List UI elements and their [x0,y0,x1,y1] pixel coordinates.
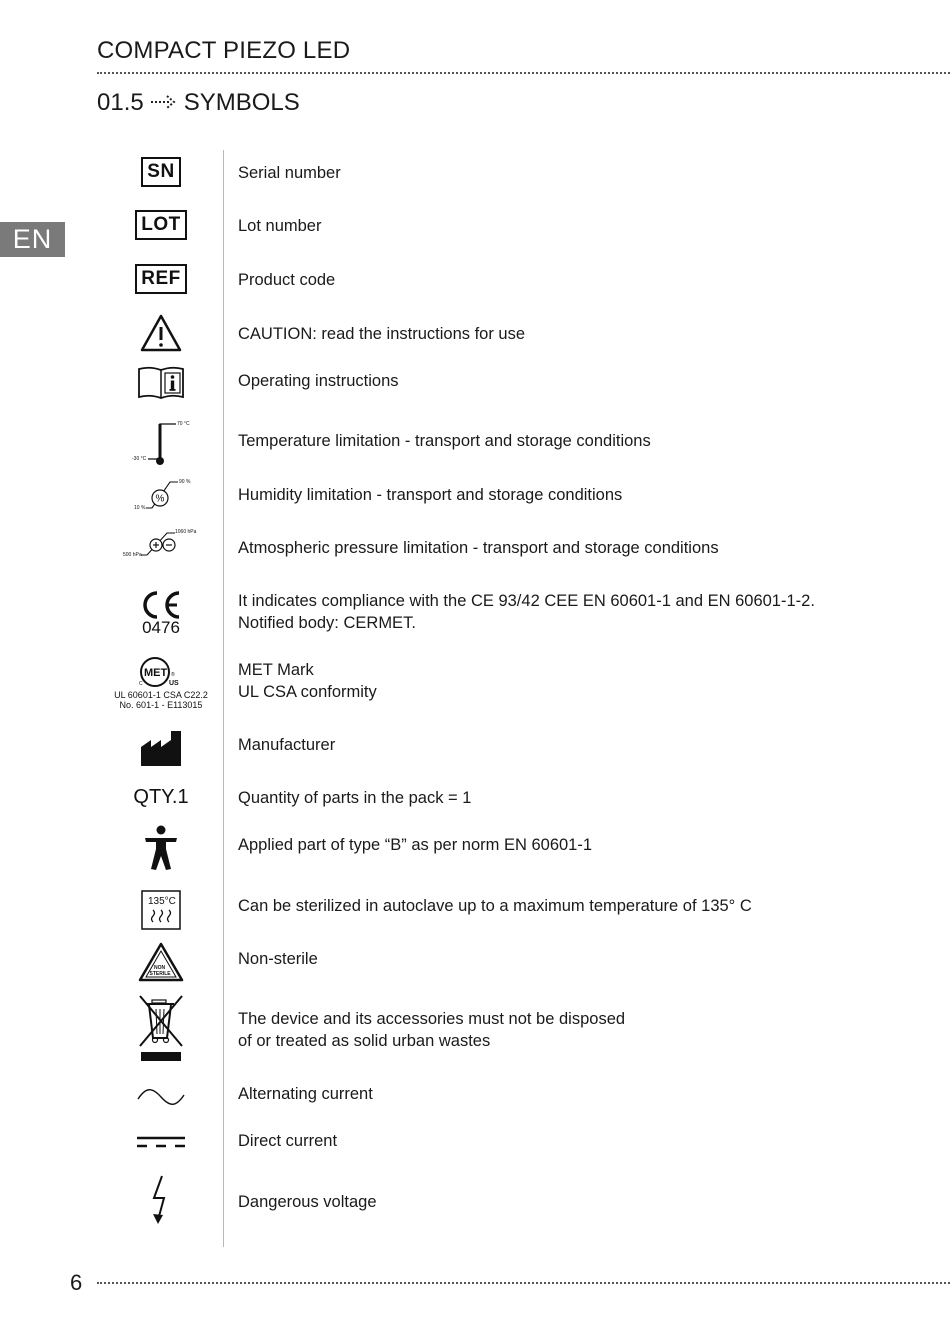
operating-instructions-icon [112,353,210,413]
footer-divider [97,1282,950,1284]
symbol-label: Lot number [238,217,322,235]
symbol-label: Can be sterilized in autoclave up to a maximum temperature of 135° C [238,897,752,915]
section-title: SYMBOLS [183,89,300,116]
header-divider [97,72,950,74]
doc-title: COMPACT PIEZO LED [97,37,351,64]
serial-number-icon [112,142,210,202]
notified-body-number: 0476 [142,617,180,637]
met-standard-line: No. 601-1 - E113015 [119,700,203,710]
section-number: 01.5 [97,89,144,116]
symbol-label: Atmospheric pressure limitation - transport and storage conditions [238,539,719,557]
pressure-low-label: 500 hPa [123,552,142,558]
language-tab: EN [0,222,65,257]
temp-low-label: -30 °C [132,456,147,462]
dotted-arrow-icon [150,89,178,117]
svg-text:%: % [155,493,165,505]
symbol-label: Product code [238,271,336,289]
label-line: of or treated as solid urban wastes [238,1032,491,1050]
svg-text:C: C [139,681,143,687]
met-mark-icon [104,653,218,713]
dangerous-voltage-icon [112,1170,210,1230]
quantity-glyph: QTY.1 [133,785,189,808]
symbol-label [238,659,377,703]
svg-text:MET: MET [144,667,168,679]
symbol-label: Direct current [238,1132,338,1150]
section-heading [97,89,300,117]
symbol-label: Non-sterile [238,950,318,968]
ref-icon [112,249,210,309]
type-b-applied-part-icon [112,818,210,878]
svg-text:NON: NON [154,965,166,971]
humidity-low-label: 10 % [134,505,146,511]
symbol-label: Manufacturer [238,736,336,754]
humidity-high-label: 90 % [179,479,191,485]
lot-number-glyph: LOT [135,210,187,240]
symbol-label: Operating instructions [238,372,399,390]
column-divider [223,150,224,1247]
weee-bin-icon [112,994,210,1064]
direct-current-icon [112,1112,210,1172]
humidity-limit-icon [112,464,210,524]
symbol-label: CAUTION: read the instructions for use [238,325,526,343]
ce-mark-icon [112,582,210,642]
page-number: 6 [70,1270,83,1295]
symbol-label: Serial number [238,164,341,182]
symbol-label [238,590,815,634]
svg-text:STERILE: STERILE [149,971,171,977]
symbol-label: Temperature limitation - transport and storage conditions [238,432,651,450]
svg-text:US: US [169,680,179,687]
pressure-limit-icon [112,517,210,577]
symbol-label: Humidity limitation - transport and storage conditions [238,486,623,504]
symbol-label: Quantity of parts in the pack = 1 [238,789,472,807]
label-line: MET Mark [238,661,314,679]
serial-number-glyph: SN [141,157,180,187]
ref-glyph: REF [135,264,187,294]
symbol-label: Alternating current [238,1085,373,1103]
label-line: The device and its accessories must not be disposed [238,1010,626,1028]
met-standard-line: UL 60601-1 CSA C22.2 [114,690,208,700]
label-line: Notified body: CERMET. [238,614,416,632]
label-line: It indicates compliance with the CE 93/42 CEE EN 60601-1 and EN 60601-1-2. [238,592,815,610]
temperature-limit-icon [112,412,210,472]
non-sterile-icon [112,932,210,992]
symbol-label [238,1008,625,1052]
symbol-label: Applied part of type “B” as per norm EN 60601-1 [238,836,593,854]
svg-text:®: ® [171,672,175,678]
temp-high-label: 70 °C [177,421,190,427]
pressure-high-label: 1060 hPa [175,529,197,535]
autoclave-temp-label: 135°C [148,896,176,907]
autoclave-icon [112,880,210,940]
label-line: UL CSA conformity [238,683,377,701]
lot-number-icon [112,195,210,255]
symbol-label: Dangerous voltage [238,1193,377,1211]
